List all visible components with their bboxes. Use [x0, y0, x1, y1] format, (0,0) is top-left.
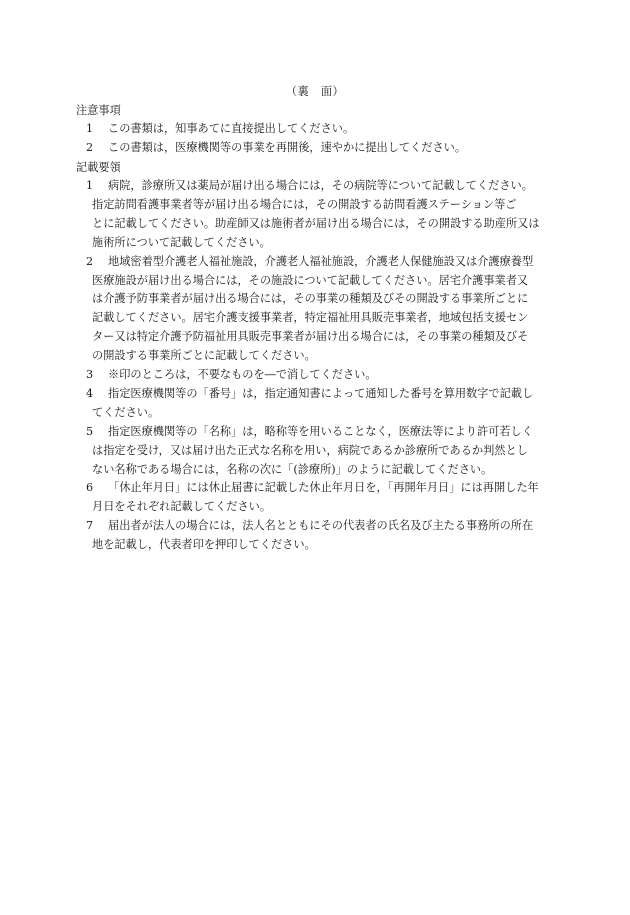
instructions-item-line: 月日をそれぞれ記載してください。 [92, 500, 272, 514]
instructions-item-line: とに記載してください。助産師又は施術者が届け出る場合には，その開設する助産所又は [92, 216, 540, 230]
notes-item [86, 120, 562, 139]
notes-item-number: 2 [86, 141, 94, 154]
instructions-item-line: 病院，診療所又は薬局が届け出る場合には，その病院等について記載してください。 [108, 179, 533, 192]
instructions-item-line: 記載してください。居宅介護支援事業者，特定福祉用具販売事業者，地域包括支援セン [92, 311, 529, 325]
instructions-item [86, 423, 562, 480]
notes-item-number: 1 [86, 122, 94, 135]
instructions-item-line: の開設する事業所ごとに記載してください。 [92, 349, 316, 363]
instructions-item-line: ない名称である場合には，名称の次に「(診療所)」のように記載してください。 [92, 462, 493, 476]
instructions-item [86, 177, 562, 253]
instructions-item-number: 5 [86, 424, 94, 438]
instructions-item-line: 「休止年月日」には休止届書に記載した休止年月日を，「再開年月日」には再開した年 [108, 481, 539, 495]
instructions-item-line: ター又は特定介護予防福祉用具販売事業者が届け出る場合には，その事業の種類及びそ [92, 330, 529, 344]
instructions-item-line: ※印のところは，不要なものを―で消してください。 [108, 368, 377, 381]
notes-item-line: この書類は，知事あてに直接提出してください。 [108, 122, 355, 135]
instructions-item-line: 地を記載し，代表者印を押印してください。 [92, 538, 316, 552]
page-title: （裏 面） [285, 85, 345, 98]
instructions-item-line: 指定医療機関等の「名称」は，略称等を用いることなく，医療法等により許可若しく [108, 424, 533, 438]
instructions-item-line: 地域密着型介護老人福祉施設，介護老人福祉施設，介護老人保健施設又は介護療養型 [108, 254, 534, 268]
instructions-item [86, 385, 562, 423]
instructions-item-line: 指定訪問看護事業者等が届け出る場合には，その開設する訪問看護ステーション等ご [92, 197, 517, 211]
instructions-item-number: 2 [86, 254, 94, 268]
instructions-item-number: 6 [86, 481, 94, 495]
instructions-item-number: 3 [86, 368, 94, 381]
instructions-item-line: は介護予防事業者が届け出る場合には，その事業の種類及びその開設する事業所ごとに [92, 292, 529, 306]
instructions-item [86, 253, 562, 366]
instructions-item-number: 4 [86, 386, 94, 400]
instructions-item-line: てください。 [92, 405, 160, 419]
instructions-item-number: 7 [86, 519, 94, 533]
instructions-item-line: 施術所について記載してください。 [92, 235, 271, 249]
instructions-item-line: 医療施設が届け出る場合には，その施設について記載してください。居宅介護事業者又 [92, 273, 529, 287]
instructions-item-line: は指定を受け，又は届け出た正式な名称を用い，病院であるか診療所であるか判然とし [92, 443, 528, 457]
instructions-item [86, 366, 562, 385]
instructions-item-line: 指定医療機関等の「番号」は，指定通知書によって通知した番号を算用数字で記載し [108, 386, 534, 400]
instructions-item-line: 届出者が法人の場合には，法人名とともにその代表者の氏名及び主たる事務所の所在 [108, 519, 534, 533]
notes-heading: 注意事項 [76, 104, 121, 117]
instructions-item-number: 1 [86, 179, 94, 192]
notes-item-line: この書類は，医療機関等の事業を再開後，速やかに提出してください。 [108, 141, 467, 154]
instructions-item [86, 479, 562, 517]
notes-item [86, 139, 562, 158]
instructions-heading: 記載要領 [76, 161, 121, 174]
instructions-item [86, 517, 562, 555]
